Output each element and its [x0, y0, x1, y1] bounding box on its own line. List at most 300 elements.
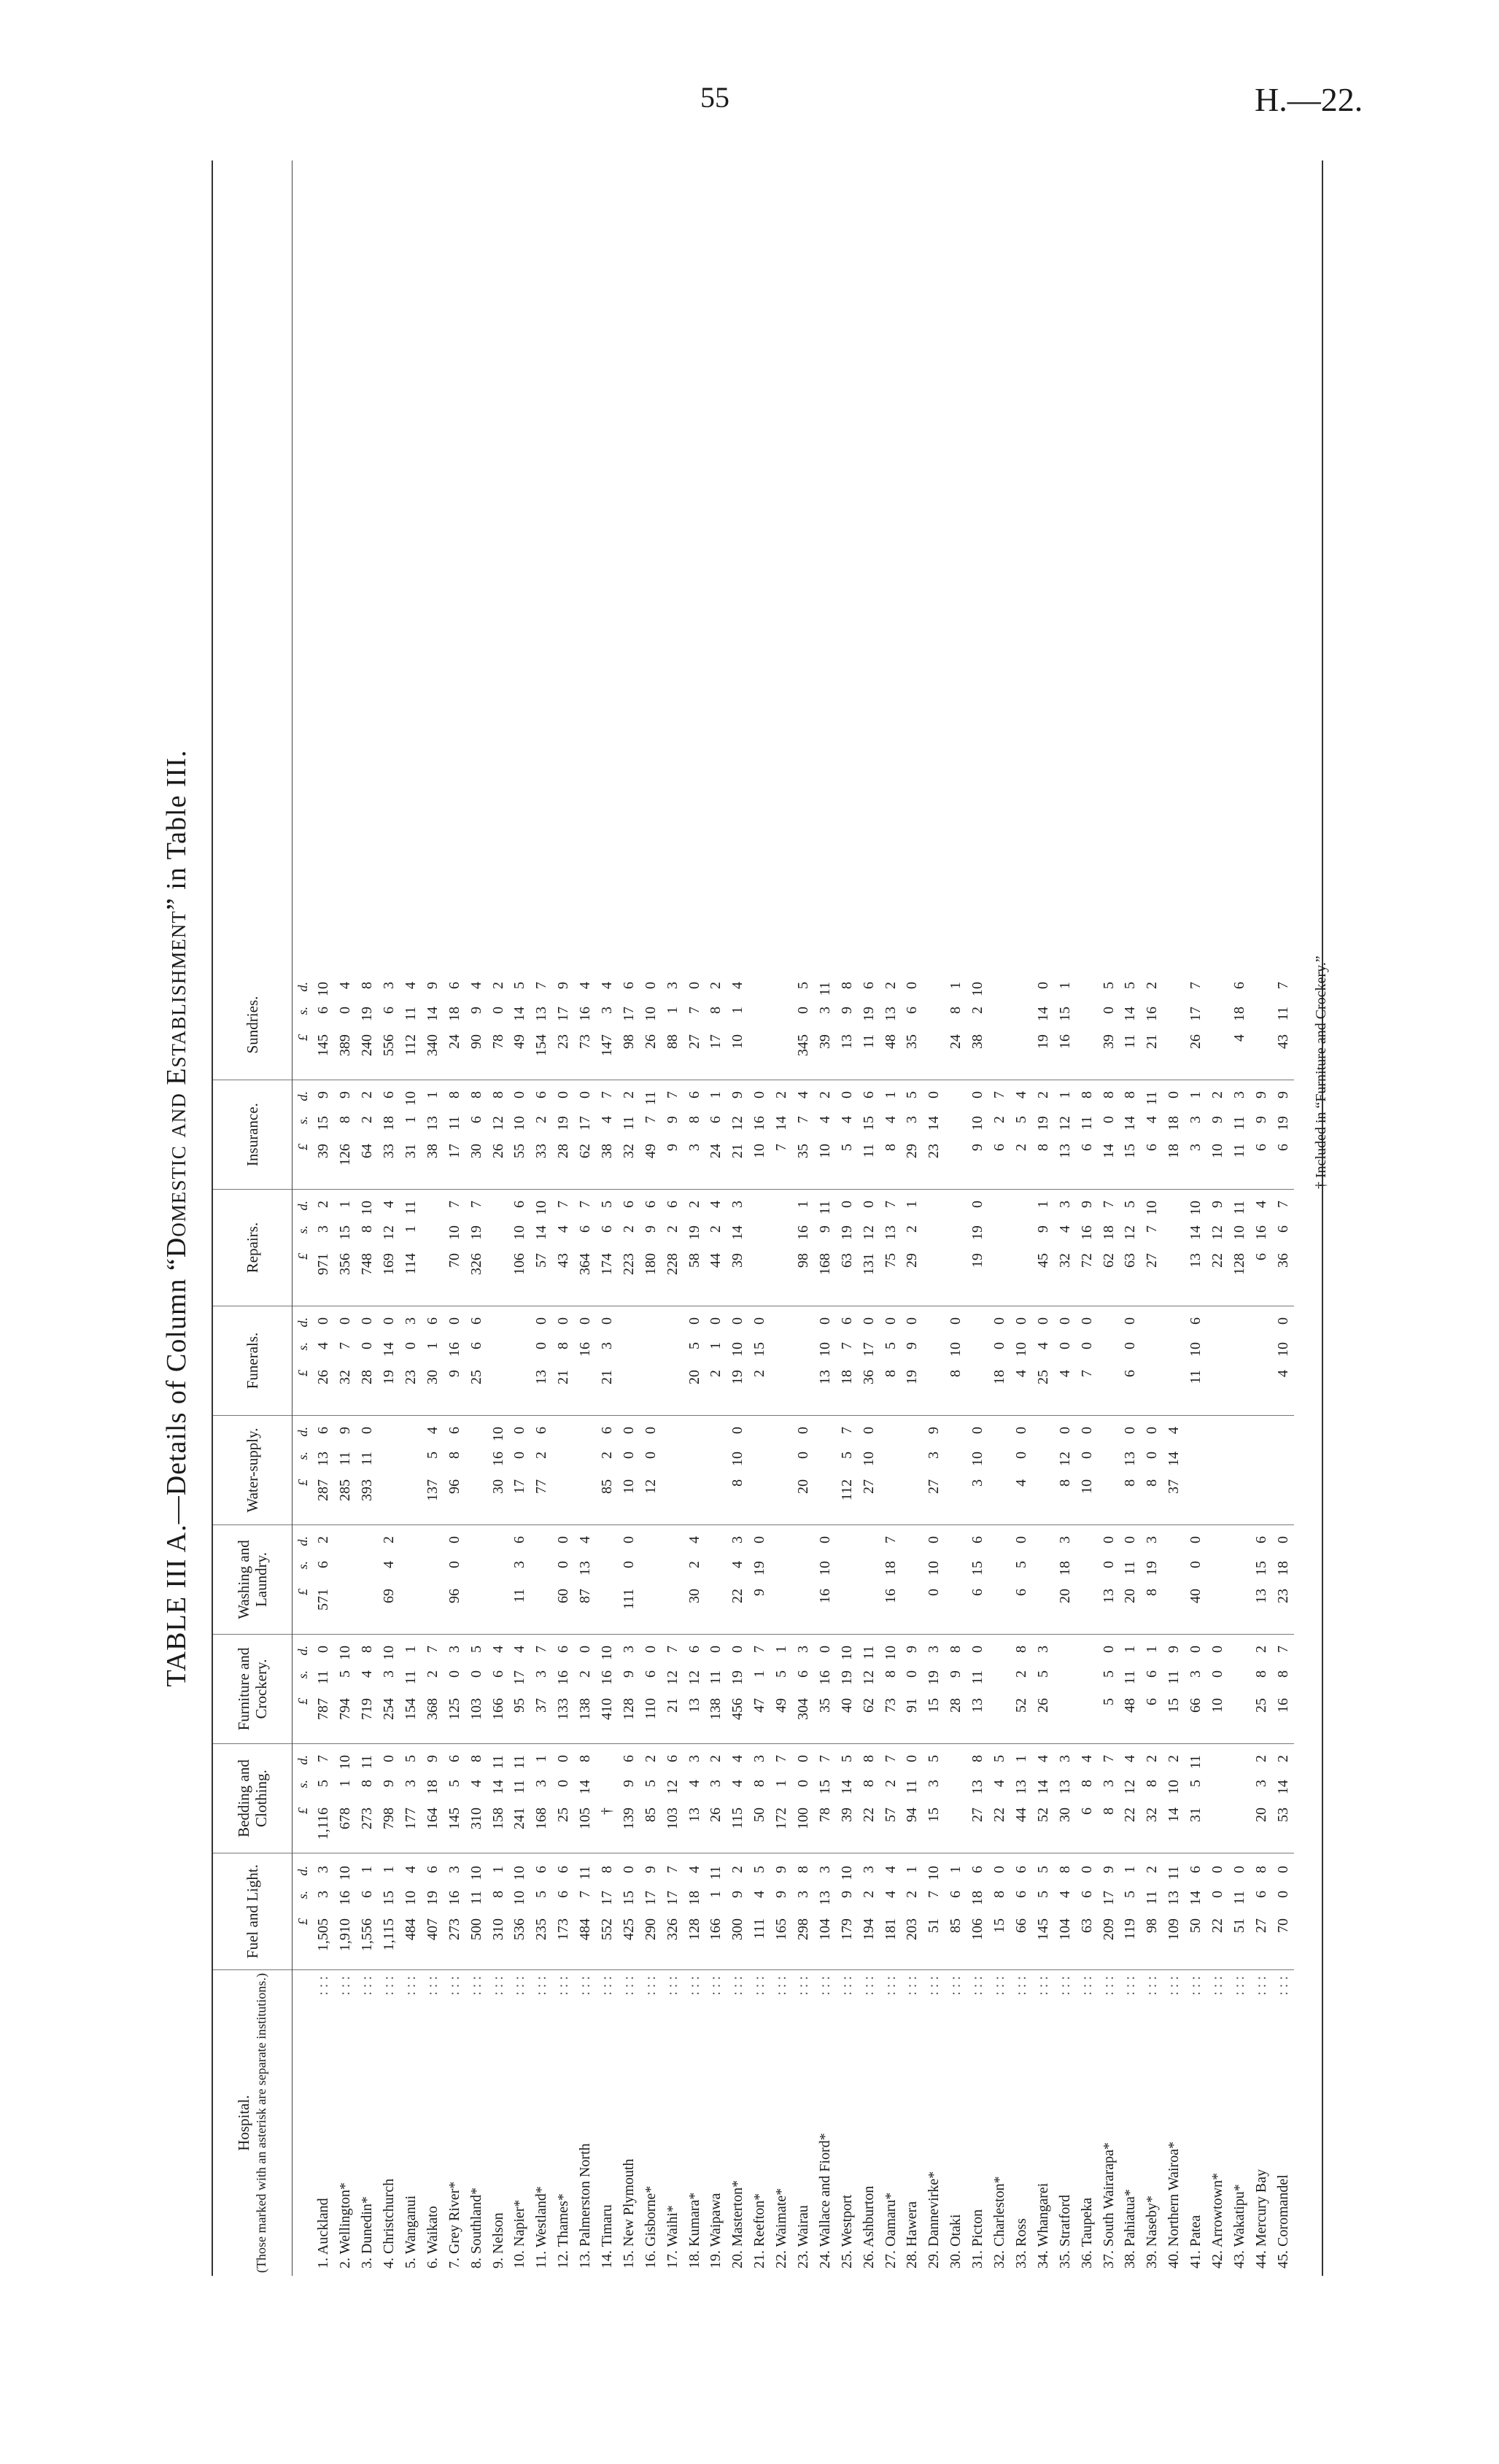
amount-shillings: 16	[577, 1007, 594, 1021]
amount-cell	[1250, 970, 1272, 1080]
amount-cell	[1032, 1189, 1054, 1306]
amount-cell	[640, 1189, 662, 1306]
amount-pounds: 11	[860, 1144, 877, 1158]
amount-pence: 4	[468, 982, 484, 989]
table-row	[1228, 160, 1250, 2276]
amount-pounds: 25	[1252, 1698, 1269, 1713]
amount-shillings: 16	[1144, 1007, 1161, 1021]
amount-pence: 8	[948, 1646, 964, 1653]
unit-l: £	[295, 1808, 310, 1814]
amount-pounds: 719	[359, 1698, 376, 1720]
amount-pounds: 128	[620, 1698, 637, 1720]
amount-cell	[880, 1306, 902, 1415]
amount-shillings: 19	[686, 1225, 702, 1240]
amount-pounds: 26	[1188, 1034, 1204, 1049]
amount-pence: 9	[424, 1755, 441, 1762]
amount-cell	[1228, 1415, 1250, 1524]
amount-pounds: 100	[795, 1808, 812, 1829]
amount-pence: 6	[664, 1201, 681, 1208]
hospital-name: 15. New Plymouth	[620, 2158, 637, 2269]
amount-pounds: 11	[1188, 1370, 1204, 1384]
amount-pounds: 407	[424, 1918, 441, 1940]
units-row	[293, 160, 313, 2276]
amount-cell	[1250, 1524, 1272, 1634]
amount-cell	[1076, 1524, 1098, 1634]
amount-pounds: 91	[904, 1698, 921, 1713]
amount-shillings: 6	[315, 1007, 332, 1014]
amount-shillings: 0	[446, 1561, 462, 1568]
amount-pence: 5	[1100, 982, 1117, 989]
amount-cell	[313, 1080, 335, 1189]
amount-cell	[662, 1080, 683, 1189]
amount-shillings: 1	[337, 1780, 354, 1787]
table-row	[880, 160, 902, 2276]
amount-shillings: 13	[577, 1561, 594, 1576]
unit-l: £	[295, 1698, 310, 1705]
amount-cell	[989, 1080, 1011, 1189]
amount-shillings: 11	[1166, 1670, 1182, 1685]
amount-cell	[597, 1189, 619, 1306]
amount-cell	[705, 1080, 727, 1189]
amount-cell	[705, 1415, 727, 1524]
amount-pounds: 30	[468, 1144, 484, 1158]
amount-pounds: 73	[577, 1034, 594, 1049]
amount-pounds: 6	[1252, 1253, 1269, 1260]
amount-shillings: 18	[381, 1116, 398, 1131]
leader-dots: : : :	[708, 1976, 724, 1996]
amount-pence: 4	[708, 1201, 724, 1208]
amount-shillings: 15	[620, 1891, 637, 1905]
amount-cell	[836, 1853, 858, 1969]
hospital-cell	[705, 1969, 727, 2276]
amount-pence: 11	[1188, 1755, 1204, 1770]
amount-pence: 10	[1144, 1201, 1161, 1215]
amount-pounds: 8	[882, 1144, 899, 1151]
amount-pounds: 20	[686, 1370, 702, 1384]
amount-pence: 11	[489, 1755, 506, 1770]
amount-cell	[487, 1524, 509, 1634]
amount-cell	[1250, 1189, 1272, 1306]
amount-cell	[1142, 1415, 1163, 1524]
amount-pounds: 10	[729, 1034, 746, 1049]
amount-pence: 0	[511, 1427, 528, 1434]
unit-d: d.	[295, 1646, 310, 1656]
amount-pence: 3	[620, 1646, 637, 1653]
amount-pence: 5	[1034, 1866, 1051, 1873]
amount-pence: 5	[991, 1755, 1008, 1762]
hospital-cell	[597, 1969, 619, 2276]
amount-pence: 0	[1274, 1317, 1291, 1325]
amount-pounds: 111	[620, 1589, 637, 1610]
hospital-cell	[880, 1969, 902, 2276]
amount-cell	[662, 1853, 683, 1969]
amount-pence: 0	[620, 1866, 637, 1873]
amount-shillings: 9	[1034, 1225, 1051, 1233]
amount-cell	[793, 1853, 815, 1969]
amount-pounds: 11	[511, 1589, 528, 1603]
units-cell	[293, 1415, 313, 1524]
amount-pounds: 6	[1012, 1589, 1029, 1596]
amount-shillings: 4	[991, 1780, 1008, 1787]
hospital-cell	[640, 1969, 662, 2276]
amount-shillings: 18	[686, 1891, 702, 1905]
amount-cell	[683, 1743, 705, 1853]
amount-cell	[1098, 1634, 1120, 1743]
amount-shillings: 6	[555, 1891, 572, 1898]
amount-shillings: 5	[1034, 1891, 1051, 1898]
table-row	[749, 160, 771, 2276]
units-cell	[293, 1634, 313, 1743]
amount-pounds: 75	[882, 1253, 899, 1268]
amount-cell	[1185, 1634, 1207, 1743]
amount-shillings: 15	[860, 1116, 877, 1131]
amount-shillings: 8	[991, 1891, 1008, 1898]
amount-cell	[945, 1743, 967, 1853]
amount-pounds: 36	[860, 1370, 877, 1384]
amount-pence: 0	[1122, 1317, 1139, 1325]
amount-pence: 3	[664, 982, 681, 989]
amount-pence: 10	[838, 1646, 855, 1660]
amount-pounds: 6	[1078, 1144, 1095, 1151]
amount-cell	[1011, 1634, 1033, 1743]
amount-cell	[880, 1415, 902, 1524]
amount-cell	[597, 970, 619, 1080]
leader-dots: : : :	[1144, 1976, 1161, 1996]
header-water: Water-supply.	[213, 1415, 292, 1524]
amount-cell	[749, 1306, 771, 1415]
amount-pence: 8	[468, 1091, 484, 1099]
amount-pounds: 37	[1166, 1479, 1182, 1494]
hospital-name: 3. Dunedin*	[359, 2196, 376, 2269]
amount-pence: 0	[838, 1201, 855, 1208]
amount-pence: 0	[620, 1427, 637, 1434]
amount-pounds: 500	[468, 1918, 484, 1940]
amount-pence: 2	[359, 1091, 376, 1099]
amount-cell	[531, 1415, 553, 1524]
amount-shillings: 17	[555, 1007, 572, 1021]
amount-pence: 6	[838, 1317, 855, 1325]
amount-pounds: 58	[686, 1253, 702, 1268]
amount-cell	[836, 1634, 858, 1743]
amount-pence: 7	[599, 1091, 616, 1099]
amount-pounds: 168	[533, 1808, 550, 1829]
amount-pounds: 88	[664, 1034, 681, 1049]
amount-pence: 7	[838, 1427, 855, 1434]
amount-pence: 0	[686, 1317, 702, 1325]
amount-cell	[1228, 1189, 1250, 1306]
amount-cell	[597, 1080, 619, 1189]
amount-pounds: 2	[708, 1370, 724, 1377]
amount-cell	[727, 1189, 749, 1306]
hospital-name: 11. Westland*	[533, 2186, 550, 2269]
amount-pounds: 1,556	[359, 1918, 376, 1951]
amount-cell	[1098, 970, 1120, 1080]
amount-cell	[1272, 1306, 1294, 1415]
hospital-name: 25. Westport	[838, 2194, 855, 2269]
amount-pence: 7	[773, 1755, 790, 1762]
amount-cell	[1272, 1524, 1294, 1634]
amount-pounds: 536	[511, 1918, 528, 1940]
amount-cell	[771, 1853, 793, 1969]
amount-pence: 0	[795, 1427, 812, 1434]
amount-pence: 1	[337, 1201, 354, 1208]
amount-cell	[1272, 1415, 1294, 1524]
amount-cell	[923, 1189, 945, 1306]
amount-pounds: 95	[511, 1698, 528, 1713]
amount-cell	[379, 1743, 400, 1853]
amount-pence: 0	[926, 1091, 942, 1099]
amount-shillings: 0	[1274, 1891, 1291, 1898]
amount-pounds: 35	[904, 1034, 921, 1049]
unit-d: d.	[295, 1427, 310, 1437]
amount-cell	[509, 1634, 531, 1743]
amount-pounds: 26	[642, 1034, 659, 1049]
amount-pounds: 4	[1274, 1370, 1291, 1377]
amount-shillings: 2	[686, 1561, 702, 1568]
amount-pence: 2	[1144, 982, 1161, 989]
units-cell	[293, 1743, 313, 1853]
amount-shillings: 14	[838, 1780, 855, 1794]
amount-pounds: 19	[729, 1370, 746, 1384]
amount-cell	[814, 1743, 836, 1853]
hospital-name: 43. Wakatipu*	[1231, 2184, 1247, 2269]
amount-cell	[858, 1634, 880, 1743]
amount-pounds: 304	[795, 1698, 812, 1720]
amount-pounds: 556	[381, 1034, 398, 1056]
amount-cell	[575, 1306, 597, 1415]
amount-shillings: 8	[359, 1780, 376, 1787]
amount-pence: 7	[664, 1091, 681, 1099]
hospital-cell	[1272, 1969, 1294, 2276]
amount-pence: 6	[1188, 1866, 1204, 1873]
amount-cell	[553, 1415, 575, 1524]
amount-pence: 0	[1231, 1866, 1247, 1873]
amount-cell	[880, 970, 902, 1080]
amount-cell	[989, 1743, 1011, 1853]
amount-pence: 6	[860, 982, 877, 989]
amount-pounds: 13	[686, 1698, 702, 1713]
hospital-cell	[945, 1969, 967, 2276]
amount-cell	[443, 1853, 465, 1969]
amount-shillings: 12	[1056, 1452, 1073, 1466]
amount-pounds: 168	[816, 1253, 833, 1275]
amount-pence: 0	[1012, 1536, 1029, 1543]
amount-cell	[705, 1306, 727, 1415]
table-row	[313, 160, 335, 2276]
amount-pounds: 23	[1274, 1589, 1291, 1603]
amount-cell	[553, 1080, 575, 1189]
amount-cell	[749, 1743, 771, 1853]
amount-shillings: 8	[708, 1007, 724, 1014]
amount-pounds: 77	[533, 1479, 550, 1494]
amount-pence: 0	[620, 1536, 637, 1543]
amount-shillings: 3	[1188, 1116, 1204, 1123]
amount-cell	[793, 1743, 815, 1853]
amount-pence: 2	[708, 1755, 724, 1762]
amount-pence: 4	[577, 1536, 594, 1543]
amount-cell	[945, 1853, 967, 1969]
amount-cell	[683, 970, 705, 1080]
leader-dots: : : :	[1078, 1976, 1095, 1996]
amount-cell	[487, 1080, 509, 1189]
amount-shillings: 17	[511, 1670, 528, 1685]
amount-cell	[923, 1853, 945, 1969]
amount-cell	[379, 1415, 400, 1524]
amount-cell	[989, 1306, 1011, 1415]
amount-pounds: 62	[860, 1698, 877, 1713]
amount-cell	[1163, 970, 1185, 1080]
amount-pence: 8	[1078, 1091, 1095, 1099]
amount-cell	[662, 1743, 683, 1853]
amount-shillings: 8	[446, 1452, 462, 1459]
amount-pence: 3	[751, 1755, 768, 1762]
amount-pence: 11	[403, 1201, 419, 1215]
amount-pence: 0	[1034, 982, 1051, 989]
unit-d: d.	[295, 1866, 310, 1876]
amount-cell	[313, 1415, 335, 1524]
amount-pounds: 19	[1034, 1034, 1051, 1049]
amount-pounds: 29	[904, 1253, 921, 1268]
amount-pounds: 27	[926, 1479, 942, 1494]
leader-dots: : : :	[1252, 1976, 1269, 1996]
amount-pounds: 9	[446, 1370, 462, 1377]
amount-pence: 7	[468, 1201, 484, 1208]
amount-cell	[443, 1415, 465, 1524]
amount-pence: 3	[315, 1866, 332, 1873]
amount-shillings: 5	[446, 1780, 462, 1787]
amount-pounds: 345	[795, 1034, 812, 1056]
amount-cell	[683, 1524, 705, 1634]
amount-cell	[422, 970, 443, 1080]
amount-cell	[989, 1415, 1011, 1524]
amount-cell	[379, 970, 400, 1080]
amount-pence: 3	[729, 1201, 746, 1208]
amount-cell	[945, 1634, 967, 1743]
amount-shillings: 3	[381, 1670, 398, 1678]
amount-pounds: 23	[926, 1144, 942, 1158]
amount-cell	[1076, 1743, 1098, 1853]
amount-pounds: 98	[795, 1253, 812, 1268]
amount-pounds: 3	[969, 1479, 986, 1487]
amount-pence: 0	[1188, 1646, 1204, 1653]
amount-shillings: 12	[1209, 1225, 1225, 1240]
amount-shillings: 8	[359, 1225, 376, 1233]
amount-shillings: 3	[1100, 1780, 1117, 1787]
amount-cell	[858, 1080, 880, 1189]
amount-pence: 9	[729, 1091, 746, 1099]
hospital-cell	[727, 1969, 749, 2276]
amount-cell	[597, 1853, 619, 1969]
amount-pence: 0	[816, 1317, 833, 1325]
amount-shillings: 0	[555, 1561, 572, 1568]
amount-shillings: 6	[599, 1225, 616, 1233]
amount-cell	[771, 1743, 793, 1853]
amount-pounds: 103	[468, 1698, 484, 1720]
amount-pounds: 235	[533, 1918, 550, 1940]
leader-dots: : : :	[1188, 1976, 1204, 1996]
amount-cell	[1207, 1415, 1229, 1524]
amount-cell	[1185, 1080, 1207, 1189]
amount-cell	[662, 1306, 683, 1415]
amount-shillings: 6	[904, 1007, 921, 1014]
table-row	[1272, 160, 1294, 2276]
amount-pounds: 11	[1231, 1144, 1247, 1158]
amount-pence: 9	[337, 1091, 354, 1099]
hospital-name: 36. Taupeka	[1078, 2197, 1095, 2269]
amount-pence: 4	[577, 982, 594, 989]
amount-pounds: 6	[1274, 1144, 1291, 1151]
table-row	[814, 160, 836, 2276]
amount-shillings: 10	[511, 1891, 528, 1905]
amount-shillings: 17	[599, 1891, 616, 1905]
amount-pence: 8	[1012, 1646, 1029, 1653]
amount-cell	[727, 1524, 749, 1634]
amount-pounds: 3	[686, 1144, 702, 1151]
amount-pence: 1	[904, 1201, 921, 1208]
amount-cell	[357, 1415, 379, 1524]
amount-pence: 8	[359, 1646, 376, 1653]
amount-shillings: 2	[860, 1891, 877, 1898]
amount-pounds: 110	[642, 1698, 659, 1720]
amount-cell	[443, 1743, 465, 1853]
amount-pounds: 13	[1056, 1144, 1073, 1158]
amount-shillings: 4	[555, 1225, 572, 1233]
table-title-main: “Domestic and Establishment”	[161, 897, 192, 1271]
amount-pence: 0	[555, 1091, 572, 1099]
header-row	[213, 160, 293, 2276]
amount-shillings: 10	[926, 1561, 942, 1576]
amount-shillings: 19	[1034, 1116, 1051, 1131]
amount-shillings: 10	[511, 1116, 528, 1131]
amount-pence: 0	[642, 1427, 659, 1434]
amount-cell	[1011, 1189, 1033, 1306]
hospital-name: 44. Mercury Bay	[1252, 2169, 1269, 2269]
amount-pence: 1	[948, 982, 964, 989]
amount-pence: 0	[729, 1427, 746, 1434]
amount-pence: 2	[315, 1536, 332, 1543]
amount-shillings: 0	[446, 1670, 462, 1678]
amount-pounds: 11	[1122, 1034, 1139, 1049]
header-furniture: Furniture and Crockery.	[213, 1634, 292, 1743]
amount-shillings: 3	[926, 1452, 942, 1459]
amount-shillings: 4	[816, 1116, 833, 1123]
amount-pence: 7	[751, 1646, 768, 1653]
amount-cell	[1185, 1853, 1207, 1969]
amount-shillings: 11	[1078, 1116, 1095, 1131]
amount-cell	[1207, 1524, 1229, 1634]
amount-cell	[1163, 1415, 1185, 1524]
amount-cell	[858, 1189, 880, 1306]
amount-shillings: 13	[424, 1116, 441, 1131]
leader-dots: : : :	[511, 1976, 528, 1996]
amount-pounds: 300	[729, 1918, 746, 1940]
amount-shillings: 6	[708, 1116, 724, 1123]
amount-cell	[640, 1524, 662, 1634]
amount-pence: 10	[489, 1427, 506, 1441]
amount-cell	[1120, 1306, 1142, 1415]
amount-cell	[531, 1189, 553, 1306]
amount-cell	[880, 1853, 902, 1969]
amount-pounds: 109	[1166, 1918, 1182, 1940]
amount-pence: 6	[533, 1091, 550, 1099]
amount-cell	[923, 1080, 945, 1189]
table-row	[1032, 160, 1054, 2276]
amount-shillings: 19	[1144, 1561, 1161, 1576]
amount-cell	[1011, 1080, 1033, 1189]
unit-s: s.	[295, 1780, 310, 1789]
amount-cell	[531, 1306, 553, 1415]
amount-cell	[836, 1306, 858, 1415]
